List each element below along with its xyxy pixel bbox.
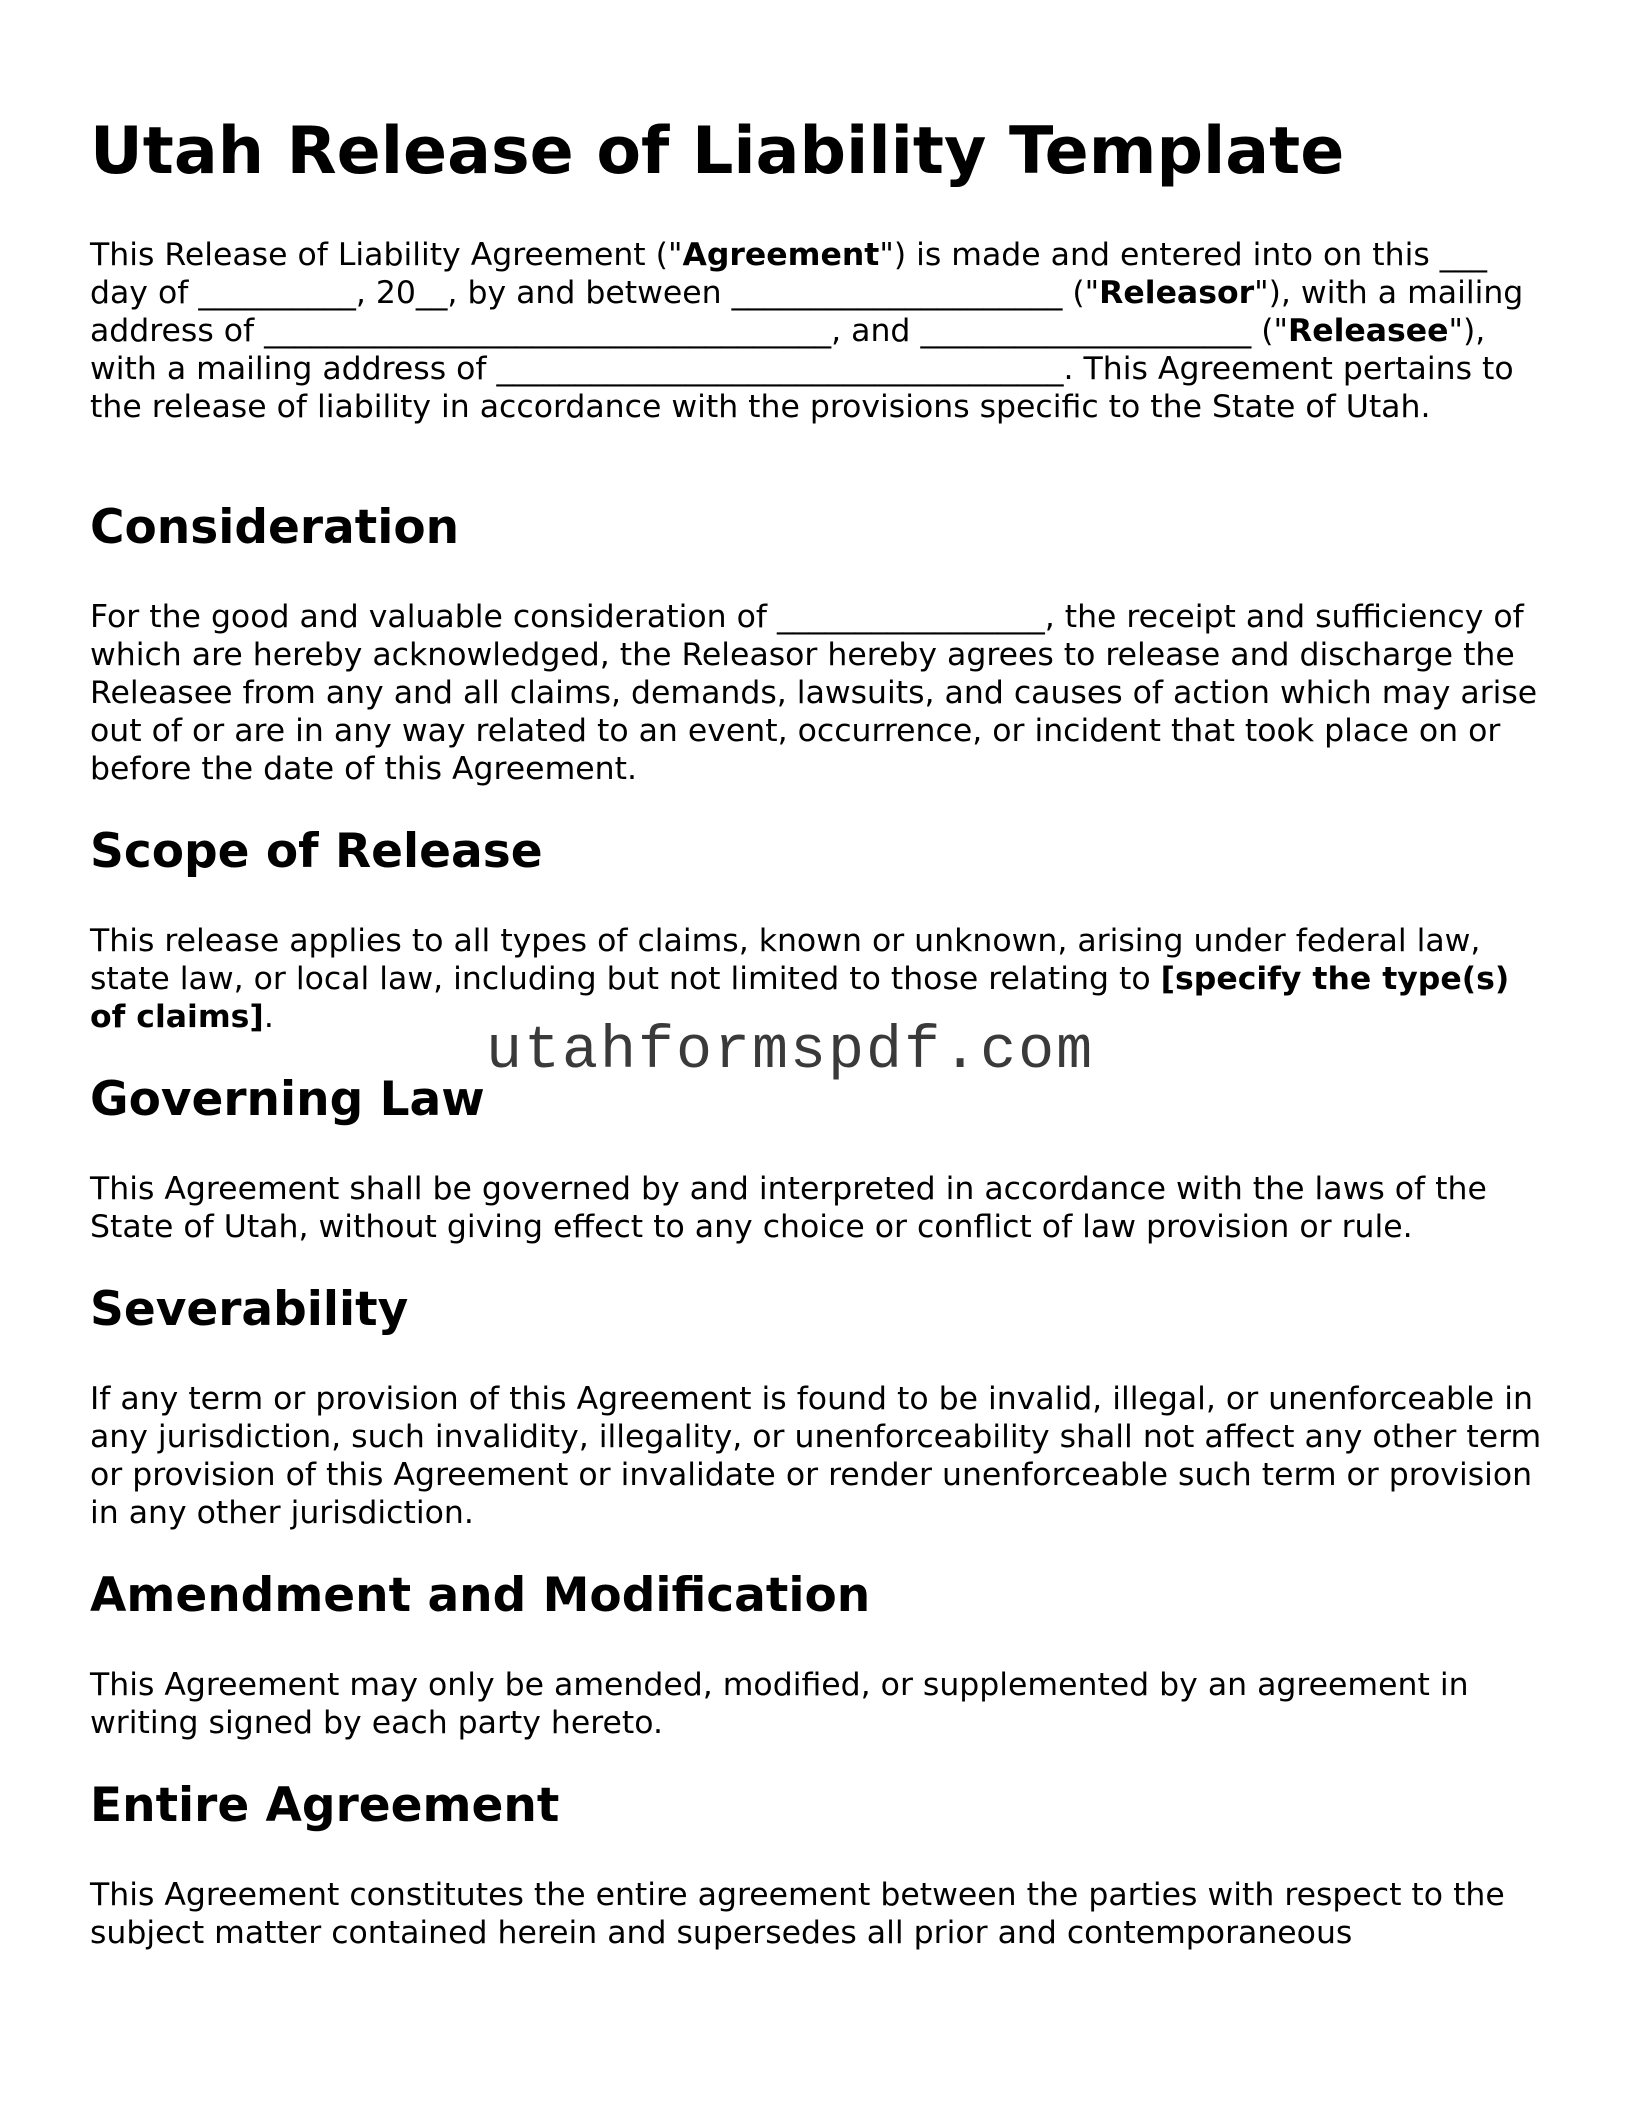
- consideration-heading: Consideration: [90, 500, 460, 555]
- intro-paragraph: [90, 236, 1542, 426]
- intro-text-4: "), with a mailing address of ____________________________________. This Agreement pertains to the release of liability in accordance with the provisions specific to the State of Utah.: [90, 313, 1514, 425]
- intro-text-1: This Release of Liability Agreement (": [90, 237, 683, 273]
- intro-bold-releasee: Releasee: [1287, 313, 1449, 349]
- scope-text-before: This release applies to all types of claims, known or unknown, arising under federal law, state law, or local law, including but not limited to those relating to: [90, 923, 1481, 997]
- intro-text-3: "), with a mailing address of ____________________________________, and _____________________ (": [90, 275, 1524, 349]
- scope-heading: Scope of Release: [90, 824, 543, 879]
- governing-law-heading: Governing Law: [90, 1072, 485, 1127]
- severability-heading: Severability: [90, 1282, 409, 1337]
- document-title: Utah Release of Liability Template: [90, 114, 1345, 189]
- governing-law-text: This Agreement shall be governed by and interpreted in accordance with the laws of the State of Utah, without giving effect to any choice or conflict of law provision or rule.: [90, 1171, 1487, 1245]
- amendment-heading: Amendment and Modification: [90, 1568, 871, 1623]
- severability-text: If any term or provision of this Agreement is found to be invalid, illegal, or unenforceable in any jurisdiction, such invalidity, illegality, or unenforceability shall not affect any other term or provision of this Agreement or invalidate or render unenforceable such term or provision in any other jurisdiction.: [90, 1381, 1542, 1531]
- intro-text-2: ") is made and entered into on this ___ day of __________, 20__, by and between _____________________ (": [90, 237, 1488, 311]
- intro-bold-releasor: Releasor: [1099, 275, 1255, 311]
- consideration-text: For the good and valuable consideration of _________________, the receipt and sufficiency of which are hereby acknowledged, the Releasor hereby agrees to release and discharge the Releasee from any and all claims, demands, lawsuits, and causes of action which may arise out of or are in any way related to an event, occurrence, or incident that took place on or before the date of this Agreement.: [90, 599, 1538, 787]
- scope-text-after: .: [263, 999, 274, 1035]
- scope-text-bold: [specify the type(s) of claims]: [90, 961, 1510, 1035]
- entire-agreement-text: This Agreement constitutes the entire agreement between the parties with respect to the subject matter contained herein and supersedes all prior and contemporaneous: [90, 1877, 1505, 1951]
- site-watermark: utahformspdf.com: [486, 1018, 1095, 1086]
- intro-bold-agreement: Agreement: [682, 237, 880, 273]
- entire-agreement-heading: Entire Agreement: [90, 1778, 560, 1833]
- amendment-text: This Agreement may only be amended, modified, or supplemented by an agreement in writing signed by each party hereto.: [90, 1667, 1469, 1741]
